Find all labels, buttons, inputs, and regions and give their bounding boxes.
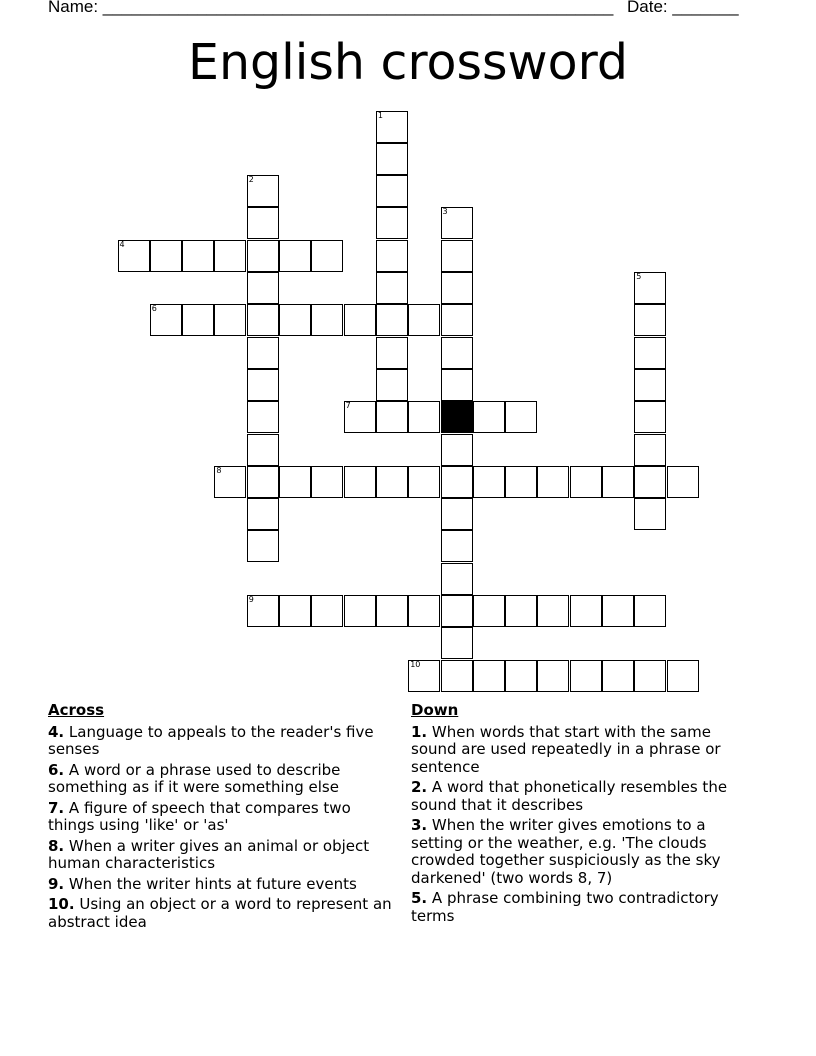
grid-cell[interactable] (279, 240, 311, 272)
grid-cell[interactable] (247, 207, 279, 239)
grid-cell[interactable] (441, 304, 473, 336)
grid-cell[interactable] (408, 304, 440, 336)
grid-cell[interactable] (441, 240, 473, 272)
date-field-line: Date: _______ (627, 0, 739, 16)
grid-cell[interactable] (441, 563, 473, 595)
grid-cell[interactable] (634, 498, 666, 530)
across-clue (48, 876, 398, 894)
grid-cell[interactable] (311, 304, 343, 336)
clue-number: 9. (48, 874, 65, 893)
grid-cell[interactable] (441, 498, 473, 530)
grid-cell[interactable] (602, 466, 634, 498)
grid-cell[interactable] (634, 660, 666, 692)
grid-cell[interactable] (570, 595, 602, 627)
grid-cell[interactable] (247, 272, 279, 304)
grid-cell[interactable] (376, 207, 408, 239)
grid-cell[interactable] (376, 111, 408, 143)
grid-cell[interactable] (667, 660, 699, 692)
clue-number-label: 5 (636, 272, 642, 281)
grid-cell[interactable] (150, 304, 182, 336)
grid-cell[interactable] (602, 660, 634, 692)
grid-cell[interactable] (634, 595, 666, 627)
grid-cell[interactable] (247, 337, 279, 369)
grid-cell[interactable] (311, 466, 343, 498)
grid-cell[interactable] (570, 660, 602, 692)
across-clue (48, 896, 398, 931)
clue-number: 5. (411, 889, 428, 907)
grid-cell[interactable] (473, 401, 505, 433)
grid-cell[interactable] (311, 595, 343, 627)
grid-cell[interactable] (247, 240, 279, 272)
grid-cell[interactable] (473, 595, 505, 627)
clue-text: A phrase combining two contradictory terms (411, 889, 719, 925)
grid-cell[interactable] (441, 595, 473, 627)
clue-number-label: 10 (410, 659, 421, 669)
grid-cell[interactable] (247, 369, 279, 401)
across-clue (48, 838, 398, 873)
across-clue (48, 800, 398, 835)
grid-cell[interactable] (247, 530, 279, 562)
grid-cell[interactable] (441, 434, 473, 466)
across-heading: Across (48, 701, 105, 719)
clue-number-label: 6 (151, 304, 157, 314)
grid-cell[interactable] (311, 240, 343, 272)
grid-cell[interactable] (634, 434, 666, 466)
clue-number-label: 2 (248, 175, 254, 185)
grid-cell[interactable] (376, 304, 408, 336)
grid-cell[interactable] (634, 401, 666, 433)
grid-cell[interactable] (441, 466, 473, 498)
clue-number-label: 3 (442, 207, 448, 217)
grid-cell[interactable] (441, 369, 473, 401)
grid-cell[interactable] (408, 466, 440, 498)
down-clue (411, 890, 761, 925)
grid-cell[interactable] (505, 660, 537, 692)
grid-cell[interactable] (537, 595, 569, 627)
grid-cell[interactable] (634, 272, 666, 304)
clue-number: 7. (48, 798, 65, 817)
grid-cell[interactable] (344, 401, 376, 433)
clue-number-label: 9 (248, 595, 254, 604)
clue-text: Using an object or a word to represent an abstract idea (48, 895, 392, 931)
grid-cell[interactable] (247, 595, 279, 627)
grid-cell[interactable] (376, 272, 408, 304)
clue-number: 2. (411, 778, 428, 796)
grid-cell[interactable] (537, 466, 569, 498)
grid-cell[interactable] (247, 175, 279, 207)
grid-cell[interactable] (441, 530, 473, 562)
grid-cell[interactable] (182, 304, 214, 336)
grid-cell[interactable] (344, 304, 376, 336)
clue-number: 10. (48, 895, 75, 913)
across-clues (48, 702, 398, 934)
clue-number: 1. (411, 722, 428, 741)
grid-cell[interactable] (214, 240, 246, 272)
down-clue-list (411, 724, 761, 926)
grid-cell[interactable] (247, 498, 279, 530)
grid-cell[interactable] (473, 466, 505, 498)
black-cell (441, 401, 473, 433)
clue-number: 4. (48, 722, 65, 741)
down-heading: Down (411, 701, 459, 719)
grid-cell[interactable] (634, 304, 666, 336)
grid-cell[interactable] (505, 466, 537, 498)
clue-text: When the writer hints at future events (64, 874, 357, 893)
grid-cell[interactable] (441, 207, 473, 239)
grid-cell[interactable] (634, 337, 666, 369)
clue-text: A word or a phrase used to describe something as if it were something else (48, 760, 341, 796)
grid-cell[interactable] (279, 304, 311, 336)
grid-cell[interactable] (376, 143, 408, 175)
grid-cell[interactable] (634, 466, 666, 498)
grid-cell[interactable] (441, 627, 473, 659)
grid-cell[interactable] (118, 240, 150, 272)
grid-cell[interactable] (408, 595, 440, 627)
grid-cell[interactable] (376, 240, 408, 272)
clue-number-label: 7 (345, 401, 351, 411)
grid-cell[interactable] (602, 595, 634, 627)
clue-text: A word that phonetically resembles the sound that it describes (411, 778, 728, 814)
grid-cell[interactable] (473, 660, 505, 692)
clue-number: 3. (411, 816, 428, 834)
clue-text: A figure of speech that compares two things using 'like' or 'as' (48, 798, 351, 834)
grid-cell[interactable] (247, 434, 279, 466)
grid-cell[interactable] (408, 401, 440, 433)
grid-cell[interactable] (214, 466, 246, 498)
down-clue (411, 817, 761, 887)
grid-cell[interactable] (247, 401, 279, 433)
clue-number-label: 8 (216, 465, 222, 475)
grid-cell[interactable] (441, 660, 473, 692)
grid-cell[interactable] (570, 466, 602, 498)
down-clue (411, 724, 761, 777)
grid-cell[interactable] (537, 660, 569, 692)
grid-cell[interactable] (376, 337, 408, 369)
clue-text: When the writer gives emotions to a setting or the weather, e.g. 'The clouds crowded together suspiciously as the sky darkened' (two words 8, 7) (411, 816, 721, 887)
grid-cell[interactable] (408, 660, 440, 692)
grid-cell[interactable] (376, 369, 408, 401)
clue-number: 6. (48, 760, 65, 779)
clue-text: Language to appeals to the reader's five senses (48, 722, 374, 758)
grid-cell[interactable] (634, 369, 666, 401)
grid-cell[interactable] (150, 240, 182, 272)
down-clues (411, 702, 761, 928)
clue-number-label: 1 (377, 110, 383, 120)
grid-cell[interactable] (505, 595, 537, 627)
grid-cell[interactable] (182, 240, 214, 272)
grid-cell[interactable] (344, 466, 376, 498)
clue-text: When a writer gives an animal or object human characteristics (48, 836, 370, 872)
down-clue (411, 779, 761, 814)
grid-cell[interactable] (667, 466, 699, 498)
across-clue-list (48, 724, 398, 932)
grid-cell[interactable] (376, 175, 408, 207)
across-clue (48, 724, 398, 759)
across-clue (48, 762, 398, 797)
grid-cell[interactable] (279, 466, 311, 498)
grid-cell[interactable] (376, 401, 408, 433)
clue-number: 8. (48, 836, 65, 855)
grid-cell[interactable] (247, 466, 279, 498)
grid-cell[interactable] (214, 304, 246, 336)
grid-cell[interactable] (344, 595, 376, 627)
grid-cell[interactable] (441, 337, 473, 369)
grid-cell[interactable] (441, 272, 473, 304)
clue-number-label: 4 (119, 239, 125, 249)
grid-cell[interactable] (247, 304, 279, 336)
name-field-line: Name: ______________________________________________________ (48, 0, 614, 16)
clue-text: When words that start with the same sound are used repeatedly in a phrase or sentence (411, 722, 721, 776)
grid-cell[interactable] (279, 595, 311, 627)
grid-cell[interactable] (376, 595, 408, 627)
grid-cell[interactable] (505, 401, 537, 433)
page-title: English crossword (188, 34, 628, 91)
grid-cell[interactable] (376, 466, 408, 498)
